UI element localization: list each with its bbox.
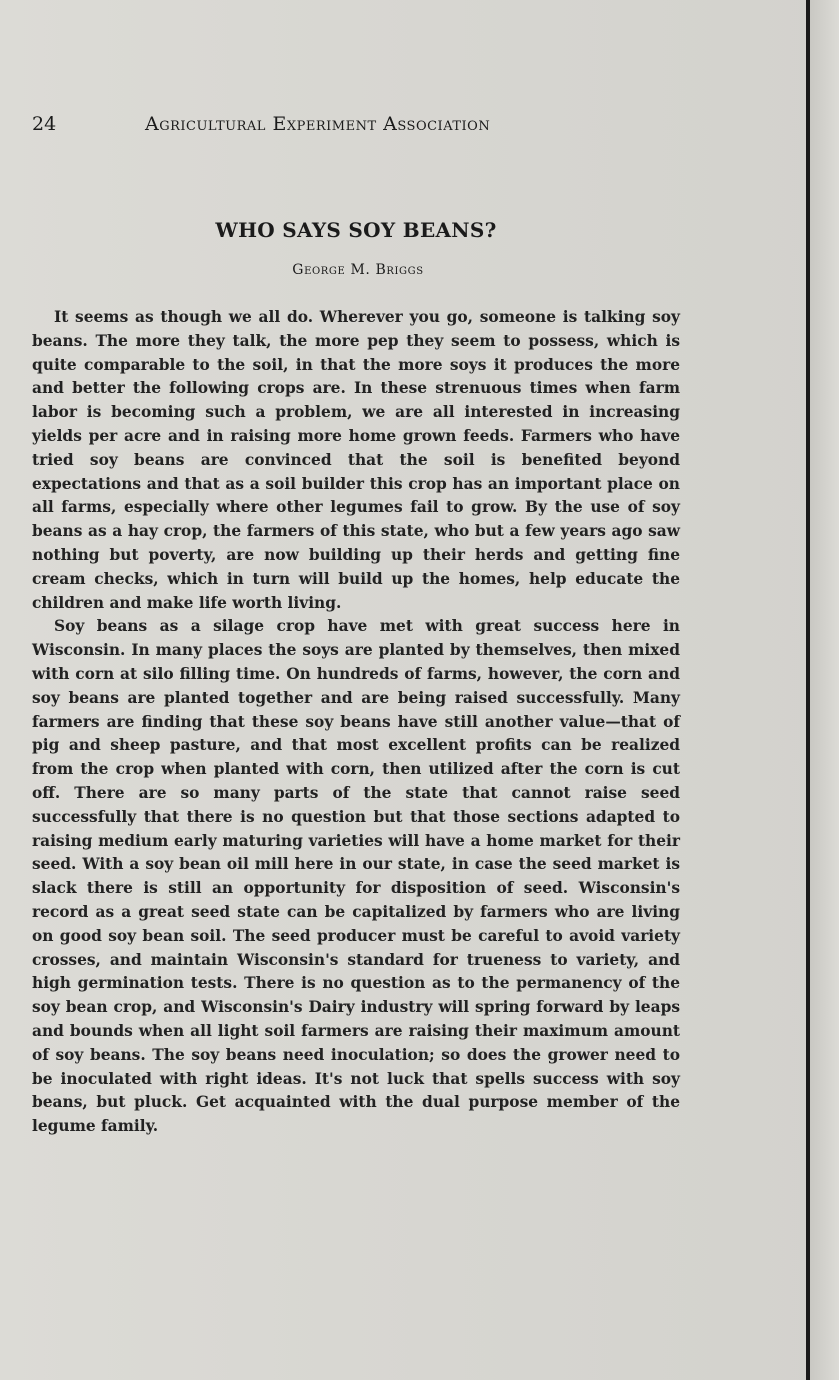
article-title: WHO SAYS SOY BEANS? xyxy=(215,218,497,242)
paragraph-1: It seems as though we all do. Wherever you go, someone is talking soy beans. The more they talk, the more pep they seem to possess, which is quite comparable to the soil, in that the more soys it produces the more and better the following crops are. In these strenuous times when farm labor is becoming such a problem, we are all interested in increasing yields per acre and in raising more home grown feeds. Farmers who have tried soy beans are convinced that the soil is benefited beyond expectations and that as a soil builder this crop has an important place on all farms, especially where other legumes fail to grow. By the use of soy beans as a hay crop, the farmers of this state, who but a few years ago saw nothing but poverty, are now building up their herds and getting fine cream checks, which in turn will build up the homes, help educate the children and make life worth living. xyxy=(32,308,680,612)
running-head xyxy=(32,113,592,141)
page-number: 24 xyxy=(32,113,57,135)
article-body xyxy=(32,306,680,1139)
journal-title: Agricultural Experiment Association xyxy=(145,113,491,135)
paragraph-2: Soy beans as a silage crop have met with great success here in Wisconsin. In many places the soys are planted by themselves, then mixed with corn at silo filling time. On hundreds of farms, however, the corn and soy beans are planted together and are being raised successfully. Many farmers are finding that these soy beans have still another value—that of pig and sheep pasture, and that most excellent profits can be realized from the crop when planted with corn, then utilized after the corn is cut off. There are so many parts of the state that cannot raise seed successfully that there is no question but that those sections adapted to raising medium early maturing varieties will have a home market for their seed. With a soy bean oil mill here in our state, in case the seed market is slack there is still an opportunity for disposition of seed. Wisconsin's record as a great seed state can be capitalized by farmers who are living on good soy bean soil. The seed producer must be careful to avoid variety crosses, and maintain Wisconsin's standard for trueness to variety, and high germination tests. There is no question as to the permanency of the soy bean crop, and Wisconsin's Dairy industry will spring forward by leaps and bounds when all light soil farmers are raising their maximum amount of soy beans. The soy beans need inoculation; so does the grower need to be inoculated with right ideas. It's not luck that spells success with soy beans, but pluck. Get acquainted with the dual purpose member of the legume family. xyxy=(32,617,680,1136)
page-edge xyxy=(810,0,839,1380)
article-author: George M. Briggs xyxy=(292,262,424,278)
